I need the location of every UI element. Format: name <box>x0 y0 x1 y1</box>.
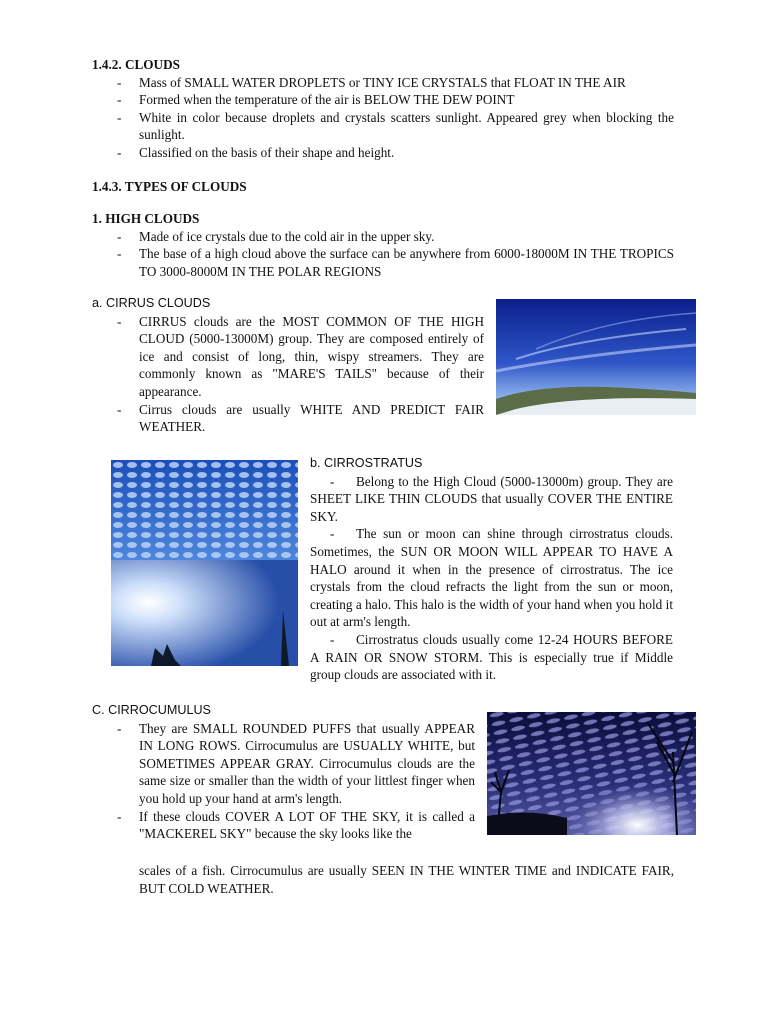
clouds-bullets <box>92 74 674 162</box>
high-clouds-bullets <box>92 228 674 281</box>
paragraph-text: Cirrostratus clouds usually come 12-24 HOURS BEFORE A RAIN OR SNOW STORM. This is especially true if Middle group clouds are associated with it. <box>310 631 673 683</box>
list-item: - Cirrus clouds are usually WHITE AND PREDICT FAIR WEATHER. <box>92 401 484 436</box>
section-cirrostratus <box>310 455 673 684</box>
list-item: - CIRRUS clouds are the MOST COMMON OF THE HIGH CLOUD (5000-13000M) group. They are composed entirely of ice and consist of long, thin, wispy streamers. They are commonly known as "MARE'S TAILS" because of their appearance. <box>92 313 484 401</box>
heading-cirrocumulus: C. CIRROCUMULUS <box>92 703 211 717</box>
list-item: - White in color because droplets and crystals scatters sunlight. Appeared grey when blocking the sunlight. <box>92 109 674 144</box>
cirrostratus-paragraph: - Belong to the High Cloud (5000-13000m) group. They are SHEET LIKE THIN CLOUDS that usually COVER THE ENTIRE SKY. <box>310 473 673 524</box>
list-item: - Classified on the basis of their shape and height. <box>92 144 674 162</box>
cirrostratus-photo <box>111 460 298 666</box>
cirrostratus-paragraph: - The sun or moon can shine through cirrostratus clouds. Sometimes, the SUN OR MOON WILL APPEAR TO HAVE A HALO around it when in the presence of cirrostratus. The ice crystals from the cloud refracts the light from the sun or moon, creating a halo. This halo is the width of your hand when you hold it out at arm's length. <box>310 526 673 630</box>
cirrus-bullets <box>92 313 484 436</box>
cirrocumulus-photo <box>487 712 696 835</box>
paragraph-text: Belong to the High Cloud (5000-13000m) group. They are SHEET LIKE THIN CLOUDS that usually COVER THE ENTIRE SKY. <box>310 473 673 524</box>
cirrostratus-paragraph: - Cirrostratus clouds usually come 12-24 HOURS BEFORE A RAIN OR SNOW STORM. This is especially true if Middle group clouds are associated with it. <box>310 631 673 683</box>
list-item: - Formed when the temperature of the air is BELOW THE DEW POINT <box>92 91 674 109</box>
heading-clouds: 1.4.2. CLOUDS <box>92 57 180 72</box>
heading-high-clouds: 1. HIGH CLOUDS <box>92 211 200 226</box>
list-item: - If these clouds COVER A LOT OF THE SKY, it is called a "MACKEREL SKY" because the sky looks like the <box>92 808 475 843</box>
section-clouds <box>92 56 674 162</box>
cirrus-cloud-photo <box>496 299 696 415</box>
cirrocumulus-continuation: scales of a fish. Cirrocumulus are usually SEEN IN THE WINTER TIME and INDICATE FAIR, BUT COLD WEATHER. <box>139 863 674 896</box>
section-cirrocumulus <box>92 702 475 843</box>
heading-cirrostratus: b. CIRROSTRATUS <box>310 456 423 470</box>
list-item: - The base of a high cloud above the surface can be anywhere from 6000-18000M IN THE TROPICS TO 3000-8000M IN THE POLAR REGIONS <box>92 245 674 280</box>
list-item: - They are SMALL ROUNDED PUFFS that usually APPEAR IN LONG ROWS. Cirrocumulus are USUALLY WHITE, but SOMETIMES APPEAR GRAY. Cirrocumulus clouds are the same size or smaller than the width of your littlest finger when you hold up your hand at arm's length. <box>92 720 475 808</box>
cirrocumulus-bullets <box>92 720 475 843</box>
list-item: - Mass of SMALL WATER DROPLETS or TINY ICE CRYSTALS that FLOAT IN THE AIR <box>92 74 674 92</box>
section-high-clouds <box>92 210 674 280</box>
heading-cirrus: a. CIRRUS CLOUDS <box>92 296 211 310</box>
paragraph-text: The sun or moon can shine through cirrostratus clouds. Sometimes, the SUN OR MOON WILL APPEAR TO HAVE A HALO around it when in the presence of cirrostratus. The ice crystals from the cloud refracts the light from the sun or moon, creating a halo. This halo is the width of your hand when you hold it out at arm's length. <box>310 526 673 630</box>
heading-types-of-clouds: 1.4.3. TYPES OF CLOUDS <box>92 179 247 194</box>
list-item: - Made of ice crystals due to the cold air in the upper sky. <box>92 228 674 246</box>
section-cirrus <box>92 295 484 436</box>
